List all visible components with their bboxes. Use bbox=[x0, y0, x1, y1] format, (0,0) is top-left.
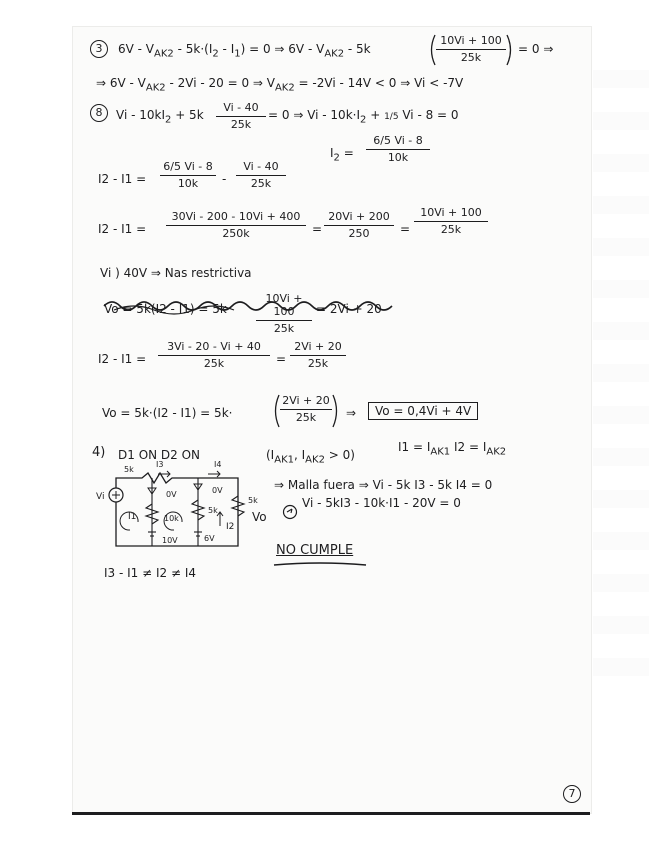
diff-line-2-eq-1: = bbox=[312, 222, 323, 236]
struck-fraction: $\frac{10Vi + 100}{25k}$ bbox=[256, 292, 312, 335]
diff-line-1-minus: - bbox=[222, 172, 227, 186]
vo-arrow: ⇒ bbox=[346, 406, 357, 420]
diff-line-3-frac-2: $\frac{2Vi + 20}{25k}$ bbox=[290, 340, 346, 370]
diff-line-3-frac-1: $\frac{3Vi - 20 - Vi + 40}{25k}$ bbox=[158, 340, 270, 370]
i2-fraction: $\frac{6/5 Vi - 8}{10k}$ bbox=[366, 134, 430, 164]
paren-left-icon bbox=[428, 34, 436, 66]
diff-line-1-lhs: I2 - I1 = bbox=[98, 172, 147, 186]
circuit-0v-1-label: 0V bbox=[166, 490, 177, 499]
diff-line-1-frac-2: $\frac{Vi - 40}{25k}$ bbox=[236, 160, 286, 190]
paren-right-icon bbox=[506, 34, 514, 66]
diode-states: D1 ON D2 ON bbox=[118, 448, 201, 462]
problem-8-fraction-1: $\frac{Vi - 40}{25k}$ bbox=[216, 101, 266, 131]
i2-label: $I_2$ = bbox=[330, 146, 354, 164]
diff-line-3-eq: = bbox=[276, 352, 287, 366]
circled-arrow-icon bbox=[282, 504, 298, 520]
diff-line-2-lhs: I2 - I1 = bbox=[98, 222, 147, 236]
vo-result-box: Vo = 0,4Vi + 4V bbox=[368, 402, 478, 420]
diff-line-2-frac-3: $\frac{10Vi + 100}{25k}$ bbox=[414, 206, 488, 236]
problem-3-line-2: ⇒ $6V - V_{AK2} - 2Vi - 20 = 0$ ⇒ $V_{AK2} = -2Vi - 14V < 0$ ⇒ Vi < -7V bbox=[96, 76, 464, 94]
diff-line-1-frac-1: $\frac{6/5 Vi - 8}{10k}$ bbox=[160, 160, 216, 190]
circuit-i2-label: I2 bbox=[226, 522, 235, 532]
diff-line-3-lhs: I2 - I1 = bbox=[98, 352, 147, 366]
diff-line-2-frac-2: $\frac{20Vi + 200}{250}$ bbox=[324, 210, 394, 240]
verdict-underline-icon bbox=[272, 560, 368, 568]
problem-8-line-1: $Vi - 10kI_2 + 5k$ bbox=[116, 108, 204, 126]
circuit-i3-label: I3 bbox=[156, 460, 164, 469]
diode-conditions: ($I_{AK1}$, $I_{AK2} > 0$) bbox=[266, 448, 355, 466]
diff-line-2-frac-1: $\frac{30Vi - 200 - 10Vi + 400}{250k}$ bbox=[166, 210, 306, 240]
circuit-0v-2-label: 0V bbox=[212, 486, 223, 495]
problem-4-label: 4) bbox=[92, 445, 106, 460]
diff-line-2-eq-2: = bbox=[400, 222, 411, 236]
scribble-strike-icon bbox=[104, 296, 394, 320]
struck-line-end: = 2Vi + 20 bbox=[316, 302, 382, 316]
problem-3-line-1: $6V - V_{AK2} - 5k\cdot(I_2 - I_1) = 0$ ⇒ $6V - V_{AK2} - 5k$ bbox=[118, 42, 371, 60]
circuit-10k-label: 10k bbox=[164, 514, 179, 523]
problem-3-fraction: $\frac{10Vi + 100}{25k}$ bbox=[436, 34, 506, 64]
mesh-equation-1: ⇒ Malla fuera ⇒ Vi - 5k I3 - 5k I4 = 0 bbox=[274, 478, 493, 492]
paren-left-icon bbox=[272, 394, 280, 428]
problem-8-line-1-rest: = 0 ⇒ $Vi - 10k\cdot I_2 + 1/5$ Vi - 8 = 0 bbox=[268, 108, 459, 126]
page-number: 7 bbox=[563, 785, 581, 803]
diode-currents: $I1 = I_{AK1}$ $I2 = I_{AK2}$ bbox=[398, 440, 507, 458]
currents-relation: I3 - I1 ≠ I2 ≠ I4 bbox=[104, 566, 197, 580]
circuit-i4-label: I4 bbox=[214, 460, 222, 469]
circuit-vi-label: Vi bbox=[96, 492, 105, 502]
circuit-10v-label: 10V bbox=[162, 536, 178, 545]
circuit-5k-right-label: 5k bbox=[248, 496, 258, 505]
problem-3-label: 3 bbox=[90, 40, 108, 58]
mesh-equation-2: Vi - 5kI3 - 10k·I1 - 20V = 0 bbox=[302, 496, 461, 510]
verdict-text: NO CUMPLE bbox=[276, 543, 354, 558]
paren-right-icon bbox=[332, 394, 340, 428]
show-through-marks bbox=[593, 70, 649, 690]
vo-fraction: $\frac{2Vi + 20}{25k}$ bbox=[280, 394, 332, 424]
circuit-i1-label: I1 bbox=[128, 512, 137, 522]
circuit-5k-mid-label: 5k bbox=[208, 506, 218, 515]
circuit-r-top-label: 5k bbox=[124, 465, 134, 474]
restriction-line: Vi ) 40V ⇒ Nas restrictiva bbox=[100, 266, 252, 280]
vo-line-lhs: Vo = 5k·(I2 - I1) = 5k· bbox=[102, 406, 233, 420]
problem-3-line-1-end: = 0 ⇒ bbox=[518, 42, 554, 56]
problem-8-label: 8 bbox=[90, 104, 108, 122]
circuit-6v-label: 6V bbox=[204, 534, 215, 543]
struck-line: Vo = 5k(I2 - I1) = 5k bbox=[104, 302, 227, 316]
vo-node-label: Vo bbox=[252, 510, 267, 524]
page-bottom-edge bbox=[72, 812, 590, 815]
